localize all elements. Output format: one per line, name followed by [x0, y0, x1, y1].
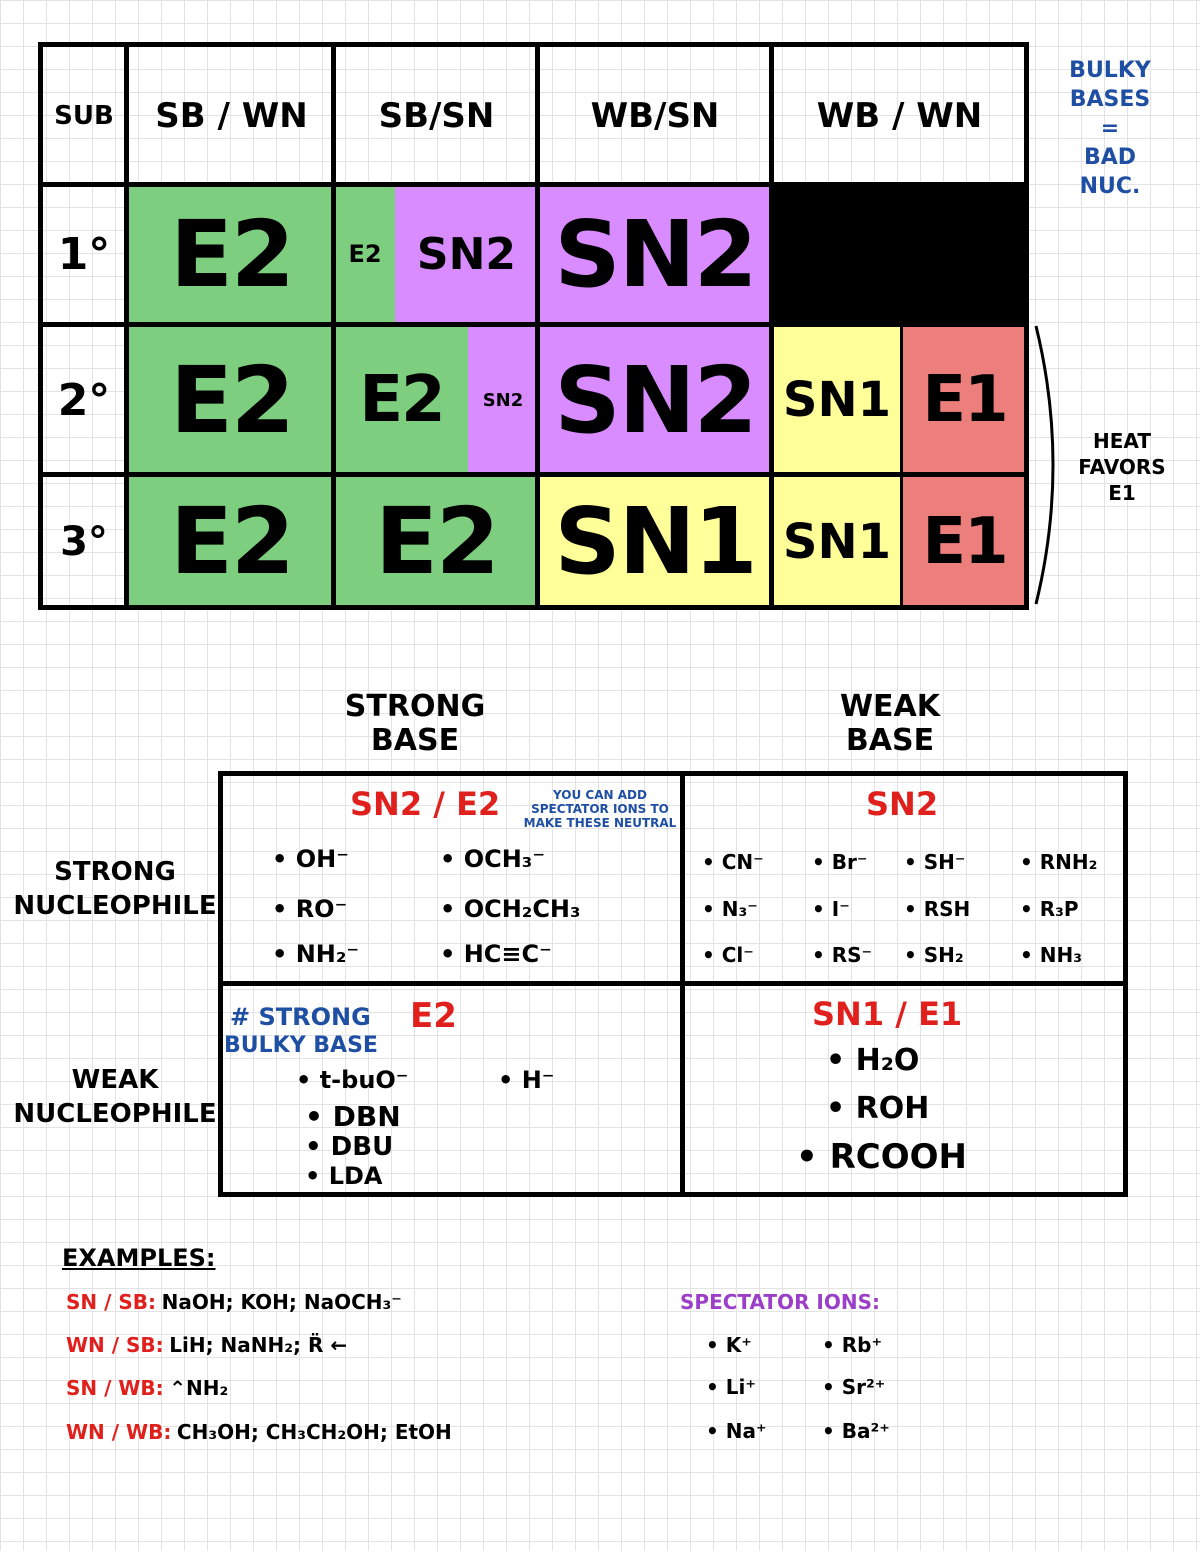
header-line: BASE — [370, 723, 460, 758]
q2-item: • NH₃ — [1020, 943, 1082, 967]
cell-1-wbwn — [772, 186, 1027, 322]
cell-3-wbwn-a — [772, 476, 902, 607]
item-text: RS⁻ — [831, 943, 873, 967]
note-line: HEAT — [1093, 429, 1151, 453]
item-text: DBN — [332, 1100, 401, 1133]
q1-item: • NH₂⁻ — [272, 940, 360, 968]
cell-text: SN2 — [482, 389, 524, 411]
cell-text: SN2 — [554, 346, 756, 454]
spectator-item: • Ba²⁺ — [822, 1419, 890, 1443]
cell-text: E2 — [359, 363, 444, 437]
cell-1-sbwn — [128, 186, 335, 322]
example-text: ⌃NH₂ — [169, 1376, 229, 1400]
cell-3-wbwn-b — [902, 476, 1027, 607]
item-text: Cl⁻ — [721, 943, 754, 967]
q2-item: • CN⁻ — [702, 850, 764, 874]
example-text: CH₃OH; CH₃CH₂OH; EtOH — [176, 1420, 452, 1444]
cell-2-wbwn-b — [902, 326, 1027, 474]
table-line — [535, 42, 540, 610]
table-line — [900, 322, 903, 610]
q3-item: • t-buO⁻ — [296, 1066, 409, 1094]
item-text: RSH — [923, 897, 971, 921]
cell-1-wbsn — [538, 186, 772, 322]
example-label: SN / WB: — [66, 1376, 164, 1400]
header-line: WEAK — [71, 1065, 159, 1095]
q2-item: • RS⁻ — [812, 943, 873, 967]
note-line: E1 — [1108, 481, 1136, 505]
note-line: FAVORS — [1078, 455, 1166, 479]
q2-item: • RNH₂ — [1020, 850, 1098, 874]
item-text: R₃P — [1039, 897, 1079, 921]
cell-1-sbsn-a — [335, 186, 395, 322]
item-text: NH₃ — [1039, 943, 1082, 967]
q3-item: • LDA — [305, 1162, 383, 1190]
row-label-primary: 1° — [57, 228, 111, 280]
header-wb-sn: WB/SN — [590, 96, 720, 136]
item-text: LDA — [328, 1162, 383, 1190]
item-text: K⁺ — [725, 1333, 752, 1357]
header-line: NUCLEOPHILE — [13, 1099, 217, 1129]
q3-item: • H⁻ — [498, 1066, 555, 1094]
table-line — [38, 322, 1028, 327]
spectator-item: • Sr²⁺ — [822, 1375, 886, 1399]
q3-title-blue: # STRONG — [230, 1003, 371, 1031]
item-text: N₃⁻ — [721, 897, 758, 921]
q2-title: SN2 — [866, 785, 939, 823]
cell-text: SN2 — [416, 228, 517, 280]
cell-3-wbsn — [538, 476, 772, 607]
item-text: HC≡C⁻ — [463, 940, 552, 968]
item-text: CN⁻ — [721, 850, 764, 874]
example-label: SN / SB: — [66, 1290, 157, 1314]
table-line — [1024, 42, 1029, 610]
examples-line — [66, 1290, 402, 1315]
item-text: I⁻ — [831, 897, 850, 921]
bulky-bases-note — [1050, 56, 1170, 201]
item-text: Na⁺ — [725, 1419, 767, 1443]
item-text: H₂O — [855, 1043, 920, 1078]
item-text: H⁻ — [521, 1066, 555, 1094]
item-text: SH⁻ — [923, 850, 966, 874]
q1-title: SN2 / E2 — [350, 785, 501, 823]
q2-item: • I⁻ — [812, 897, 850, 921]
q2-item: • SH⁻ — [904, 850, 966, 874]
item-text: ROH — [855, 1091, 930, 1126]
q3-subtitle: BULKY BASE — [224, 1033, 378, 1058]
spectator-item: • Rb⁺ — [822, 1333, 883, 1357]
q1-item: • OH⁻ — [272, 845, 349, 873]
grid-line — [218, 771, 1128, 776]
q4-item: • ROH — [826, 1091, 930, 1126]
q3-item: • DBU — [305, 1132, 394, 1162]
header-line: NUCLEOPHILE — [13, 891, 217, 921]
example-label: WN / SB: — [66, 1333, 164, 1357]
cell-text: SN1 — [782, 372, 892, 428]
table-line — [38, 182, 1028, 187]
cell-text: SN1 — [782, 513, 892, 570]
spectator-heading: SPECTATOR IONS: — [680, 1290, 881, 1314]
cell-2-wbsn — [538, 326, 772, 474]
q1-item: • HC≡C⁻ — [440, 940, 552, 968]
examples-line — [66, 1376, 228, 1401]
q2-item: • R₃P — [1020, 897, 1079, 921]
header-line: BASE — [845, 723, 935, 758]
q1-note: YOU CAN ADD SPECTATOR IONS TO MAKE THESE NEUTRAL — [523, 788, 677, 830]
grid-line — [1123, 771, 1128, 1197]
item-text: OCH₃⁻ — [463, 845, 545, 873]
cell-text: E2 — [348, 240, 382, 268]
cell-2-wbwn-a — [772, 326, 902, 474]
q1-item: • RO⁻ — [272, 895, 348, 923]
item-text: NH₂⁻ — [295, 940, 360, 968]
example-label: WN / WB: — [66, 1420, 172, 1444]
item-text: t-buO⁻ — [319, 1066, 409, 1094]
cell-2-sbsn-a — [335, 326, 468, 474]
examples-line — [66, 1333, 347, 1358]
q4-item: • H₂O — [826, 1043, 920, 1078]
item-text: Ba²⁺ — [841, 1419, 890, 1443]
note-line: NUC. — [1079, 174, 1141, 199]
grid-line — [218, 981, 1128, 986]
note-line: BULKY — [1069, 58, 1151, 83]
item-text: RO⁻ — [295, 895, 348, 923]
note-line: BAD — [1083, 145, 1137, 170]
example-text: NaOH; KOH; NaOCH₃⁻ — [161, 1290, 402, 1314]
cell-text: SN2 — [554, 200, 756, 308]
q2-item: • RSH — [904, 897, 971, 921]
header-sub: SUB — [54, 101, 114, 131]
item-text: RCOOH — [829, 1137, 967, 1177]
q1-item: • OCH₃⁻ — [440, 845, 545, 873]
q2-item: • Br⁻ — [812, 850, 868, 874]
table-line — [38, 42, 43, 610]
header-line: STRONG — [54, 857, 176, 887]
grid-line — [680, 771, 685, 1197]
row-label-tertiary: 3° — [60, 518, 108, 565]
spectator-item: • Li⁺ — [706, 1375, 756, 1399]
q3-title-red: E2 — [410, 996, 457, 1036]
q2-item: • Cl⁻ — [702, 943, 754, 967]
cell-text: E2 — [170, 200, 293, 308]
cell-3-sbwn — [128, 476, 335, 607]
cell-1-sbsn-b — [395, 186, 538, 322]
examples-heading: EXAMPLES: — [62, 1244, 216, 1272]
col-header-weak-base — [790, 690, 990, 758]
table-line — [38, 42, 1028, 47]
item-text: Sr²⁺ — [841, 1375, 886, 1399]
heat-favors-note — [1062, 428, 1182, 506]
item-text: OCH₂CH₃ — [463, 895, 581, 923]
item-text: Br⁻ — [831, 850, 868, 874]
q2-item: • N₃⁻ — [702, 897, 758, 921]
cell-text: E1 — [922, 504, 1007, 579]
row-label-secondary: 2° — [57, 374, 111, 426]
cell-text: SN1 — [554, 488, 756, 595]
cell-text: E2 — [170, 346, 293, 454]
cell-2-sbwn — [128, 326, 335, 474]
example-text: LiH; NaNH₂; R̈ ← — [169, 1333, 348, 1357]
header-sb-wn: SB / WN — [155, 96, 308, 136]
q1-item: • OCH₂CH₃ — [440, 895, 581, 923]
cell-text: E2 — [170, 488, 293, 595]
header-line: STRONG — [344, 689, 486, 724]
item-text: SH₂ — [923, 943, 964, 967]
item-text: RNH₂ — [1039, 850, 1098, 874]
table-line — [124, 42, 129, 610]
item-text: OH⁻ — [295, 845, 349, 873]
note-line: = — [1100, 116, 1120, 141]
item-text: Li⁺ — [725, 1375, 756, 1399]
header-wb-wn: WB / WN — [816, 96, 983, 136]
cell-2-sbsn-b — [468, 326, 538, 474]
cell-text: E2 — [375, 488, 498, 595]
row-header-strong-nuc — [10, 855, 220, 923]
table-line — [38, 472, 1028, 477]
note-line: BASES — [1069, 87, 1151, 112]
item-text: Rb⁺ — [841, 1333, 883, 1357]
q4-title: SN1 / E1 — [812, 995, 963, 1033]
q2-item: • SH₂ — [904, 943, 964, 967]
spectator-item: • Na⁺ — [706, 1419, 767, 1443]
spectator-item: • K⁺ — [706, 1333, 752, 1357]
header-line: WEAK — [839, 689, 941, 724]
col-header-strong-base — [310, 690, 520, 758]
cell-3-sbsn — [335, 476, 538, 607]
item-text: DBU — [330, 1132, 394, 1162]
table-line — [331, 42, 336, 610]
header-sb-sn: SB/SN — [378, 96, 495, 136]
table-line — [769, 42, 774, 610]
table-line — [38, 605, 1028, 610]
q4-item: • RCOOH — [796, 1137, 967, 1177]
grid-line — [218, 1192, 1128, 1197]
cell-text: E1 — [922, 363, 1007, 437]
row-header-weak-nuc — [10, 1063, 220, 1131]
examples-line — [66, 1420, 452, 1445]
grid-line — [218, 771, 223, 1197]
q3-item: • DBN — [305, 1100, 401, 1133]
